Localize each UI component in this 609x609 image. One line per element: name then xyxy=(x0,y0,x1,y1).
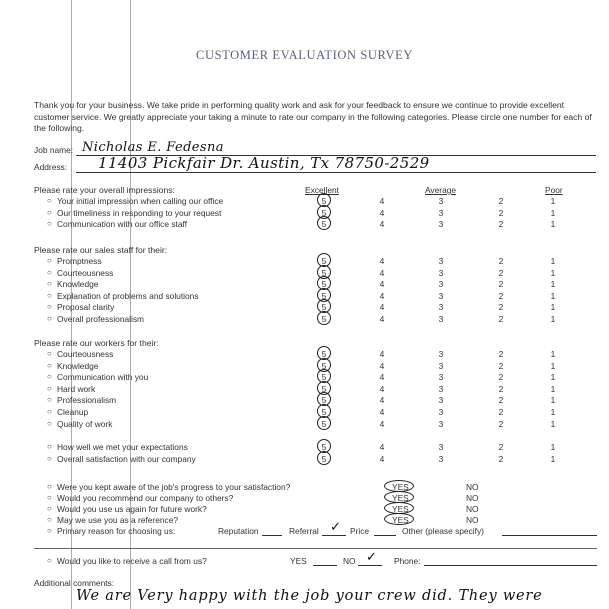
bullet: ○ xyxy=(47,207,52,217)
score-option[interactable]: 2 xyxy=(498,453,504,464)
section-heading: Please rate our workers for their: xyxy=(34,338,159,348)
rating-row xyxy=(0,442,609,453)
score-option[interactable]: 5 xyxy=(321,302,327,313)
callback-yes[interactable]: YES xyxy=(290,556,307,566)
selected-circle xyxy=(384,513,414,525)
score-option[interactable]: 4 xyxy=(379,290,385,301)
score-option[interactable]: 1 xyxy=(550,407,556,417)
score-option[interactable]: 2 xyxy=(498,360,504,371)
score-option[interactable]: 1 xyxy=(550,314,556,324)
score-option[interactable]: 3 xyxy=(438,395,444,406)
score-option[interactable]: 3 xyxy=(438,290,444,301)
rating-row xyxy=(0,314,609,325)
score-option[interactable]: 5 xyxy=(321,314,327,324)
rating-label: Courteousness xyxy=(57,349,114,359)
comments-label: Additional comments: xyxy=(34,578,115,588)
score-option[interactable]: 2 xyxy=(498,219,504,230)
rating-label: Our timeliness in responding to your request xyxy=(57,207,222,218)
rating-label: Courteousness xyxy=(57,267,114,278)
rating-label: Quality of work xyxy=(57,418,113,429)
score-option[interactable]: 5 xyxy=(321,372,327,383)
bullet: ○ xyxy=(47,314,52,323)
question-label: Would you recommend our company to others? xyxy=(57,493,234,503)
checkmark-icon: ✓ xyxy=(330,519,341,534)
referral-option[interactable]: Referral xyxy=(289,526,319,536)
yes-no-row xyxy=(0,504,609,515)
yes-no-row xyxy=(0,493,609,504)
rating-row xyxy=(0,302,609,313)
rating-label: Professionalism xyxy=(57,395,117,406)
callback-row xyxy=(0,549,609,567)
score-option[interactable]: 4 xyxy=(379,407,385,417)
blank-line xyxy=(262,535,282,536)
yes-option[interactable]: YES xyxy=(392,482,409,492)
score-option[interactable]: 5 xyxy=(321,360,327,371)
score-option[interactable]: 5 xyxy=(321,267,327,278)
score-option[interactable]: 2 xyxy=(498,302,504,313)
score-option[interactable]: 2 xyxy=(498,395,504,406)
excellent-header: Excellent xyxy=(305,185,339,195)
score-option[interactable]: 1 xyxy=(550,349,556,359)
rating-label: Knowledge xyxy=(57,279,99,290)
score-option[interactable]: 4 xyxy=(379,453,385,464)
rating-row xyxy=(0,419,609,430)
average-header: Average xyxy=(425,185,457,195)
score-option[interactable]: 4 xyxy=(379,383,385,394)
blank-line xyxy=(313,565,337,566)
rating-label: Explanation of problems and solutions xyxy=(57,290,199,301)
question-label: May we use you as a reference? xyxy=(57,515,179,525)
score-option[interactable]: 3 xyxy=(438,207,444,218)
score-option[interactable]: 4 xyxy=(379,267,385,278)
job-name-label: Job name: xyxy=(34,145,74,155)
score-option[interactable]: 4 xyxy=(379,360,385,371)
score-option[interactable]: 1 xyxy=(550,383,556,394)
score-option[interactable]: 5 xyxy=(321,453,327,464)
rating-label: Promptness xyxy=(57,256,102,266)
score-option[interactable]: 4 xyxy=(379,372,385,383)
score-option[interactable]: 1 xyxy=(550,372,556,383)
yes-no-row xyxy=(0,482,609,493)
rating-row xyxy=(0,279,609,290)
selected-circle xyxy=(317,311,331,325)
score-option[interactable]: 2 xyxy=(498,372,504,383)
score-option[interactable]: 5 xyxy=(321,256,327,266)
score-option[interactable]: 3 xyxy=(438,453,444,464)
rating-row xyxy=(0,349,609,360)
rating-row xyxy=(0,454,609,465)
yes-no-row xyxy=(0,515,609,526)
score-option[interactable]: 1 xyxy=(550,360,556,371)
bullet: ○ xyxy=(47,267,52,277)
rating-row xyxy=(0,291,609,302)
blank-line xyxy=(358,565,382,566)
score-option[interactable]: 1 xyxy=(550,219,556,230)
address-line xyxy=(76,172,596,173)
score-option[interactable]: 1 xyxy=(550,279,556,290)
bullet: ○ xyxy=(47,290,52,300)
score-option[interactable]: 3 xyxy=(438,442,444,452)
score-option[interactable]: 2 xyxy=(498,349,504,359)
no-option[interactable]: NO xyxy=(466,515,479,525)
rating-label: Knowledge xyxy=(57,360,99,371)
bullet: ○ xyxy=(47,360,52,370)
no-option[interactable]: NO xyxy=(466,482,479,492)
score-option[interactable]: 3 xyxy=(438,418,444,429)
question-label: Would you use us again for future work? xyxy=(57,504,207,514)
rating-label: Communication with you xyxy=(57,372,149,383)
intro-text: Thank you for your business. We take pride in performing quality work and ask for your feedback to ensure we continue to provide excellent customer service. We greatly appreciate your taking a minute to rate our company in the following categories. Please circle one number for each of the following. xyxy=(34,100,592,133)
other-option[interactable]: Other (please specify) xyxy=(402,526,484,536)
score-option[interactable]: 4 xyxy=(379,256,385,266)
price-option[interactable]: Price xyxy=(350,526,370,536)
score-option[interactable]: 3 xyxy=(438,383,444,394)
blank-line xyxy=(374,535,396,536)
address-label: Address: xyxy=(34,162,68,172)
score-option[interactable]: 4 xyxy=(379,314,385,324)
bullet: ○ xyxy=(47,556,52,565)
selected-circle xyxy=(317,416,331,430)
rating-row xyxy=(0,208,609,219)
bullet: ○ xyxy=(47,349,52,358)
poor-header: Poor xyxy=(545,185,563,195)
bullet: ○ xyxy=(47,526,52,535)
score-option[interactable]: 5 xyxy=(321,418,327,429)
score-option[interactable]: 5 xyxy=(321,442,327,452)
rating-label: Overall professionalism xyxy=(57,314,145,324)
reputation-option[interactable]: Reputation xyxy=(218,526,259,536)
rating-row xyxy=(0,384,609,395)
score-option[interactable]: 3 xyxy=(438,279,444,290)
score-option[interactable]: 3 xyxy=(438,219,444,230)
survey-title: CUSTOMER EVALUATION SURVEY xyxy=(196,48,413,62)
score-option[interactable]: 4 xyxy=(379,219,385,230)
score-option[interactable]: 1 xyxy=(550,302,556,313)
rating-label: How well we met your expectations xyxy=(57,442,188,452)
rating-row xyxy=(0,219,609,230)
score-option[interactable]: 4 xyxy=(379,196,385,206)
address-value[interactable]: 11403 Pickfair Dr. Austin, Tx 78750-2529 xyxy=(98,154,430,172)
no-option[interactable]: NO xyxy=(466,493,479,503)
bullet: ○ xyxy=(47,418,52,428)
blank-line xyxy=(502,535,597,536)
section-heading: Please rate our sales staff for their: xyxy=(34,245,168,255)
score-option[interactable]: 2 xyxy=(498,407,504,417)
bullet: ○ xyxy=(47,302,52,312)
score-option[interactable]: 2 xyxy=(498,196,504,206)
bullet: ○ xyxy=(47,372,52,382)
checkmark-icon: ✓ xyxy=(366,549,377,564)
score-option[interactable]: 1 xyxy=(550,418,556,429)
callback-label: Would you like to receive a call from us? xyxy=(57,556,207,566)
blank-line xyxy=(322,535,346,536)
yes-option[interactable]: YES xyxy=(392,504,409,514)
score-option[interactable]: 5 xyxy=(321,279,327,290)
bullet: ○ xyxy=(47,504,52,513)
primary-reason-label: Primary reason for choosing us: xyxy=(57,526,176,536)
bullet: ○ xyxy=(47,383,52,393)
score-option[interactable]: 4 xyxy=(379,279,385,290)
score-option[interactable]: 4 xyxy=(379,349,385,359)
bullet: ○ xyxy=(47,482,52,491)
score-option[interactable]: 2 xyxy=(498,207,504,218)
score-option[interactable]: 5 xyxy=(321,407,327,417)
score-option[interactable]: 1 xyxy=(550,453,556,464)
callback-no[interactable]: NO xyxy=(343,556,356,566)
rating-row xyxy=(0,361,609,372)
rating-label: Overall satisfaction with our company xyxy=(57,453,196,464)
score-option[interactable]: 4 xyxy=(379,207,385,218)
phone-line[interactable] xyxy=(424,565,597,566)
rating-label: Communication with our office staff xyxy=(57,219,188,230)
bullet: ○ xyxy=(47,493,52,502)
score-option[interactable]: 4 xyxy=(379,395,385,406)
score-option[interactable]: 5 xyxy=(321,219,327,230)
score-option[interactable]: 4 xyxy=(379,418,385,429)
score-option[interactable]: 5 xyxy=(321,207,327,218)
comments-value[interactable]: We are Very happy with the job your crew did. They were xyxy=(76,588,543,604)
divider xyxy=(34,548,597,549)
score-option[interactable]: 2 xyxy=(498,314,504,324)
score-option[interactable]: 1 xyxy=(550,395,556,406)
score-option[interactable]: 5 xyxy=(321,395,327,406)
score-option[interactable]: 1 xyxy=(550,290,556,301)
question-label: Were you kept aware of the job's progress to your satisfaction? xyxy=(57,482,291,492)
bullet: ○ xyxy=(47,442,52,451)
score-option[interactable]: 2 xyxy=(498,442,504,452)
score-option[interactable]: 4 xyxy=(379,302,385,313)
score-option[interactable]: 5 xyxy=(321,383,327,394)
score-option[interactable]: 2 xyxy=(498,267,504,278)
score-option[interactable]: 3 xyxy=(438,196,444,206)
score-option[interactable]: 1 xyxy=(550,207,556,218)
score-option[interactable]: 1 xyxy=(550,267,556,278)
score-option[interactable]: 3 xyxy=(438,349,444,359)
score-option[interactable]: 2 xyxy=(498,418,504,429)
score-option[interactable]: 4 xyxy=(379,442,385,452)
bullet: ○ xyxy=(47,196,52,205)
score-option[interactable]: 3 xyxy=(438,302,444,313)
bullet: ○ xyxy=(47,256,52,265)
score-option[interactable]: 5 xyxy=(321,290,327,301)
score-option[interactable]: 3 xyxy=(438,407,444,417)
bullet: ○ xyxy=(47,279,52,289)
bullet: ○ xyxy=(47,407,52,416)
rating-label: Cleanup xyxy=(57,407,89,417)
rating-row xyxy=(0,407,609,418)
bullet: ○ xyxy=(47,395,52,405)
bullet: ○ xyxy=(47,219,52,229)
bullet: ○ xyxy=(47,453,52,463)
score-option[interactable]: 2 xyxy=(498,256,504,266)
phone-label: Phone: xyxy=(394,556,421,566)
score-option[interactable]: 3 xyxy=(438,360,444,371)
score-option[interactable]: 1 xyxy=(550,256,556,266)
score-option[interactable]: 2 xyxy=(498,383,504,394)
yes-option[interactable]: YES xyxy=(392,493,409,503)
section-heading: Please rate your overall impressions: xyxy=(34,185,175,195)
yes-option[interactable]: YES xyxy=(392,515,409,525)
rating-row xyxy=(0,372,609,383)
score-option[interactable]: 1 xyxy=(550,196,556,206)
score-option[interactable]: 3 xyxy=(438,372,444,383)
score-option[interactable]: 2 xyxy=(498,290,504,301)
bullet: ○ xyxy=(47,515,52,524)
selected-circle xyxy=(317,451,331,465)
job-name-value[interactable]: Nicholas E. Fedesna xyxy=(82,140,224,155)
rating-label: Proposal clarity xyxy=(57,302,115,313)
rating-row xyxy=(0,395,609,406)
rating-label: Hard work xyxy=(57,383,96,394)
score-option[interactable]: 5 xyxy=(321,349,327,359)
no-option[interactable]: NO xyxy=(466,504,479,514)
score-option[interactable]: 2 xyxy=(498,279,504,290)
score-option[interactable]: 3 xyxy=(438,256,444,266)
rating-label: Your initial impression when calling our office xyxy=(57,196,224,206)
rating-row xyxy=(0,196,609,207)
rating-row xyxy=(0,268,609,279)
score-option[interactable]: 3 xyxy=(438,314,444,324)
score-option[interactable]: 5 xyxy=(321,196,327,206)
score-option[interactable]: 3 xyxy=(438,267,444,278)
score-option[interactable]: 1 xyxy=(550,442,556,452)
rating-row xyxy=(0,256,609,267)
